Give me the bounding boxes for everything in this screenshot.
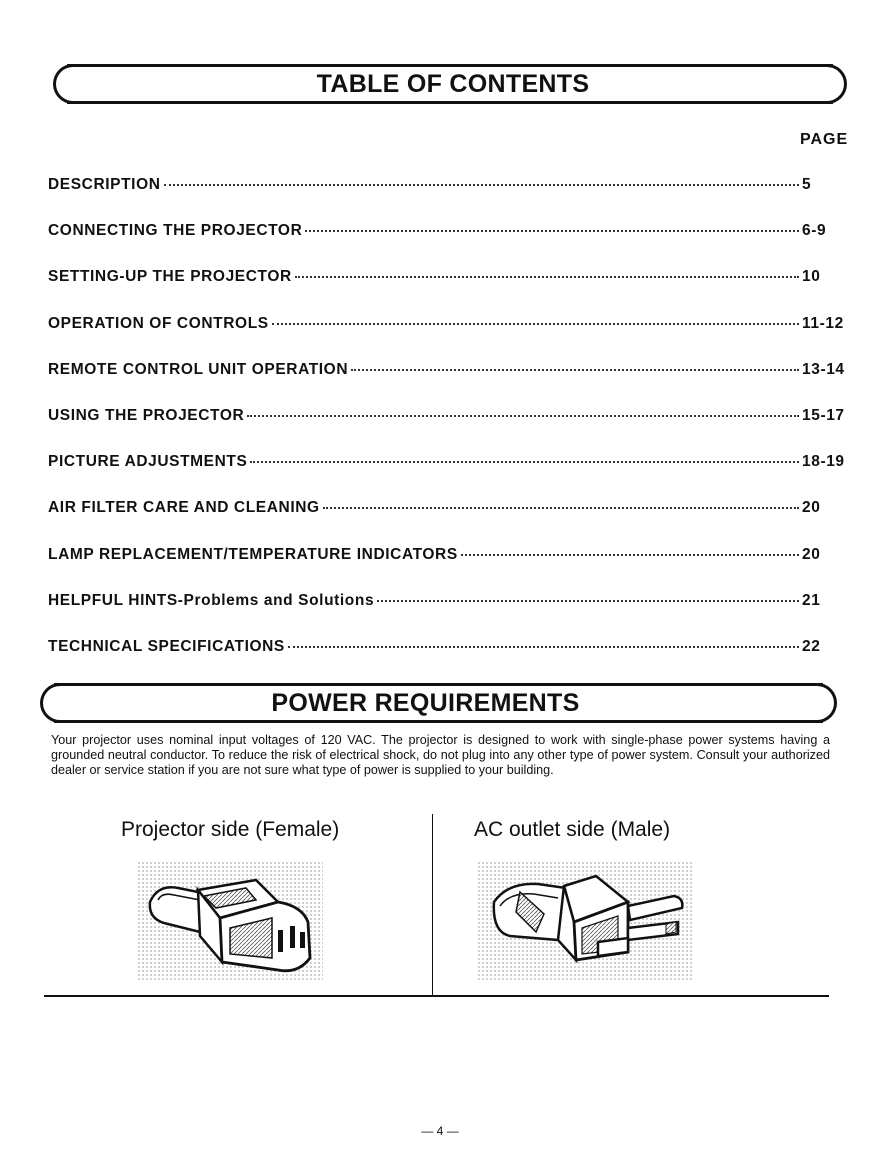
- toc-list: [48, 176, 850, 684]
- column-divider: [432, 814, 433, 996]
- toc-entry-label: TECHNICAL SPECIFICATIONS: [48, 637, 285, 655]
- toc-leader-dots: [461, 554, 799, 556]
- toc-entry: [48, 268, 850, 314]
- toc-leader-dots: [250, 461, 799, 463]
- toc-entry-page: 11-12: [802, 314, 844, 332]
- toc-entry-label: OPERATION OF CONTROLS: [48, 314, 269, 332]
- toc-leader-dots: [323, 507, 799, 509]
- toc-entry-page: 20: [802, 545, 821, 563]
- toc-entry-page: 13-14: [802, 360, 845, 378]
- page-number: — 4 —: [421, 1124, 459, 1138]
- toc-entry: [48, 638, 850, 684]
- male-side-label: AC outlet side (Male): [474, 818, 671, 841]
- toc-entry-label: HELPFUL HINTS-Problems and Solutions: [48, 591, 375, 609]
- page-column-header: PAGE: [800, 131, 849, 148]
- toc-entry-page: 18-19: [802, 453, 845, 471]
- power-title: POWER REQUIREMENTS: [271, 689, 580, 717]
- toc-entry: [48, 222, 850, 268]
- toc-entry-page: 10: [802, 268, 821, 286]
- power-banner: [40, 683, 837, 723]
- toc-entry: [48, 592, 850, 638]
- toc-entry-page: 6-9: [802, 222, 827, 240]
- toc-leader-dots: [272, 323, 799, 325]
- toc-entry-label: SETTING-UP THE PROJECTOR: [48, 268, 292, 286]
- section-bottom-rule: [44, 995, 829, 997]
- toc-entry-label: AIR FILTER CARE AND CLEANING: [48, 499, 320, 517]
- toc-leader-dots: [377, 600, 799, 602]
- toc-entry: [48, 176, 850, 222]
- toc-leader-dots: [295, 276, 799, 278]
- toc-entry-page: 20: [802, 499, 821, 517]
- toc-leader-dots: [288, 646, 799, 648]
- toc-entry-page: 15-17: [802, 406, 845, 424]
- toc-entry: [48, 546, 850, 592]
- toc-entry: [48, 315, 850, 361]
- toc-title: TABLE OF CONTENTS: [316, 70, 590, 98]
- toc-entry-page: 22: [802, 637, 821, 655]
- toc-entry: [48, 453, 850, 499]
- toc-leader-dots: [247, 415, 799, 417]
- female-side-label: Projector side (Female): [121, 818, 340, 841]
- toc-entry-label: PICTURE ADJUSTMENTS: [48, 453, 248, 471]
- toc-entry-label: CONNECTING THE PROJECTOR: [48, 222, 303, 240]
- toc-entry-label: LAMP REPLACEMENT/TEMPERATURE INDICATORS: [48, 545, 458, 563]
- toc-entry-label: REMOTE CONTROL UNIT OPERATION: [48, 360, 349, 378]
- male-plug-illustration: [478, 862, 694, 980]
- toc-entry: [48, 499, 850, 545]
- toc-entry: [48, 407, 850, 453]
- toc-leader-dots: [305, 230, 799, 232]
- toc-entry-label: DESCRIPTION: [48, 176, 161, 193]
- toc-entry: [48, 361, 850, 407]
- female-plug-illustration: [138, 862, 323, 980]
- toc-entry-page: 21: [802, 591, 821, 609]
- toc-banner: [53, 64, 847, 104]
- toc-entry-label: USING THE PROJECTOR: [48, 406, 245, 424]
- toc-leader-dots: [351, 369, 799, 371]
- power-paragraph: Your projector uses nominal input voltages of 120 VAC. The projector is designed to work with single-phase power systems having a grounded neutral conductor. To reduce the risk of electrical shock, do not plug into any other type of power system. Consult your authorized dealer or service station if you are not sure what type of power is supplied to your building.: [51, 733, 830, 777]
- toc-leader-dots: [164, 184, 799, 186]
- toc-entry-page: 5: [802, 176, 812, 193]
